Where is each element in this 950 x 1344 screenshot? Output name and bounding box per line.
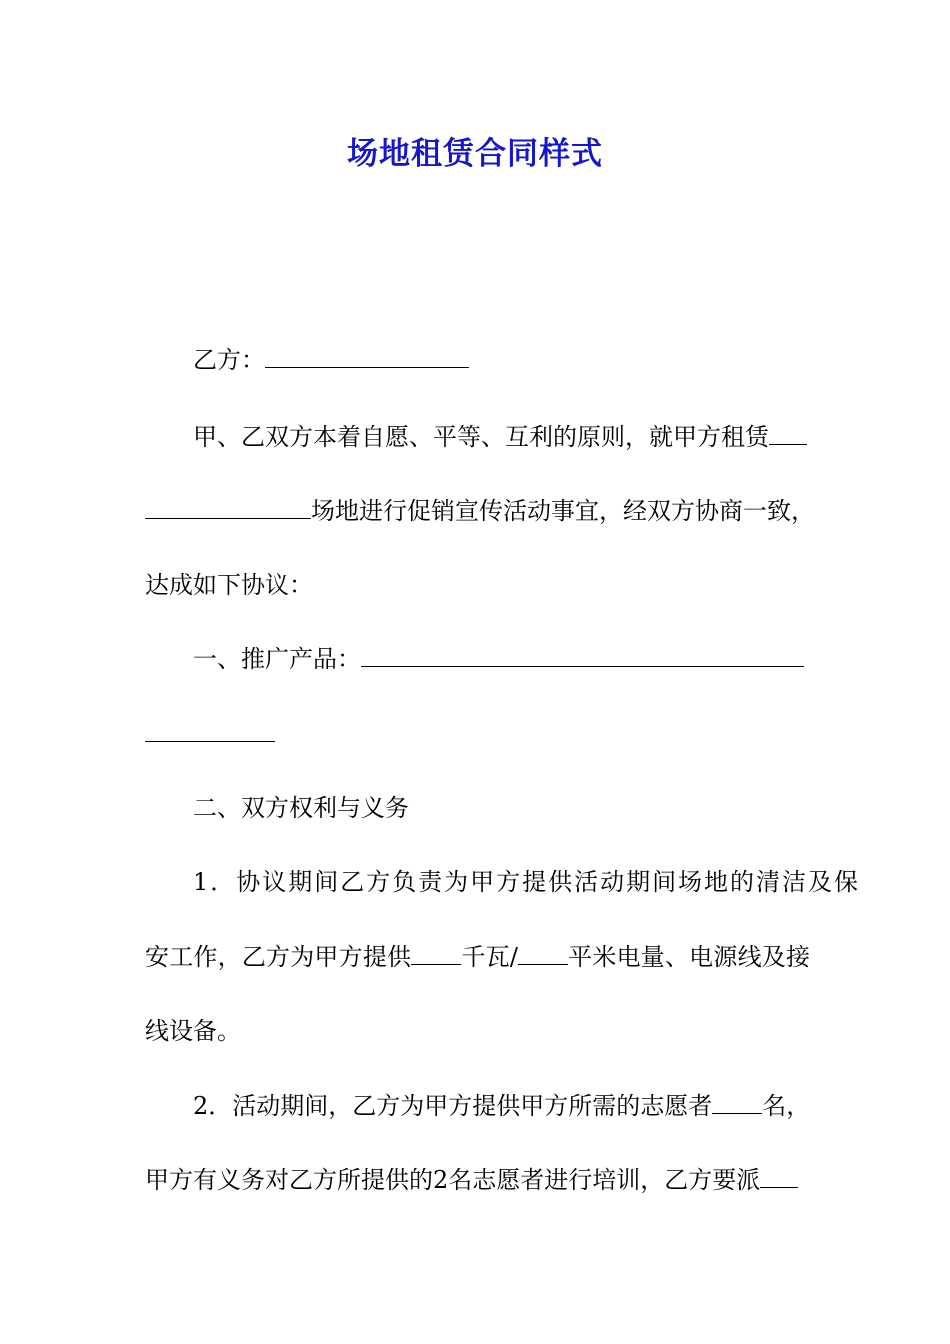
clause1-line-2 <box>145 942 810 972</box>
product-blank-1 <box>361 646 804 667</box>
clause2-line-1 <box>145 1091 858 1121</box>
clause2-line-2 <box>145 1165 810 1195</box>
dispatch-blank <box>760 1167 798 1188</box>
section1-line <box>145 644 858 674</box>
party-b-line <box>145 345 858 375</box>
intro-line-2 <box>145 496 815 526</box>
clause1-line-3: 线设备。 <box>145 1017 241 1045</box>
intro-line-1 <box>145 422 858 452</box>
product-blank-2 <box>145 721 275 742</box>
clause1-text-a: 安工作，乙方为甲方提供 <box>145 943 412 971</box>
area-blank <box>518 944 568 965</box>
party-b-blank <box>265 347 469 368</box>
clause2-text-b: 名， <box>762 1092 811 1120</box>
venue-blank-1 <box>769 424 807 445</box>
section1-label: 一、推广产品： <box>193 645 361 673</box>
document-title: 场地租赁合同样式 <box>347 136 603 172</box>
power-blank <box>411 944 461 965</box>
party-b-label: 乙方： <box>193 346 265 374</box>
clause1-text-c: 平米电量、电源线及接 <box>567 943 810 971</box>
intro-line-3: 达成如下协议： <box>145 571 313 599</box>
volunteer-count-blank <box>712 1093 762 1114</box>
clause2-text-a: 2．活动期间，乙方为甲方提供甲方所需的志愿者 <box>193 1092 713 1120</box>
intro-text-2: 场地进行促销宣传活动事宜，经双方协商一致， <box>311 497 815 525</box>
section2-heading: 二、双方权利与义务 <box>193 794 409 822</box>
clause2-text-2: 甲方有义务对乙方所提供的2名志愿者进行培训，乙方要派 <box>145 1166 761 1194</box>
intro-text-1: 甲、乙双方本着自愿、平等、互利的原则，就甲方租赁 <box>193 423 769 451</box>
venue-blank-2 <box>145 498 311 519</box>
clause1-text-b: 千瓦/ <box>461 943 518 971</box>
section1-line-2 <box>145 719 810 749</box>
clause1-line-1: 1．协议期间乙方负责为甲方提供活动期间场地的清洁及保 <box>193 868 858 896</box>
